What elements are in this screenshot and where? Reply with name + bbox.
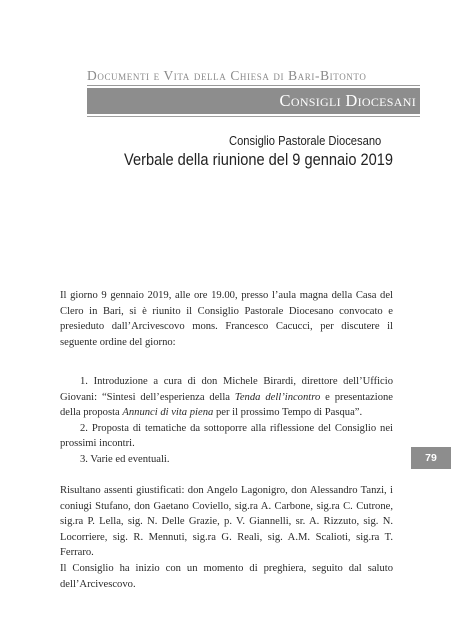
agenda-block	[60, 374, 393, 468]
intro-block	[60, 288, 393, 350]
attendance-block	[60, 483, 393, 592]
page-number-tab: 79	[411, 447, 451, 469]
document-title: Verbale della riunione del 9 gennaio 2019	[124, 150, 394, 169]
section-bar	[87, 88, 420, 114]
agenda-item-2: 2. Proposta di tematiche da sottoporre alla riflessione del Consiglio nei prossimi incontri.	[60, 422, 393, 450]
agenda-item-1-text-b: e presentazione della proposta	[60, 391, 393, 419]
document-kicker: Consiglio Pastorale Diocesano	[229, 133, 382, 148]
intro-paragraph: Il giorno 9 gennaio 2019, alle ore 19.00, presso l’aula magna della Casa del Clero in Bari, si è riunito il Consiglio Pastorale Diocesano convocato e presieduto dall’Arcivescovo mons. Francesco Cacucci, per discutere il seguente ordine del giorno:	[60, 290, 393, 348]
running-title: Documenti e Vita della Chiesa di Bari-Bitonto	[87, 68, 367, 83]
agenda-item-1-text-c: per il prossimo Tempo di Pasqua”.	[213, 407, 363, 419]
section-title: Consigli Diocesani	[279, 91, 416, 110]
agenda-item-1	[60, 374, 393, 421]
running-head	[87, 68, 420, 84]
agenda-item-1-emphasis-1: Tenda dell’incontro	[234, 391, 321, 403]
running-head-rule	[87, 85, 420, 86]
agenda-item-1-text-a: 1. Introduzione a cura di don Michele Birardi, direttore dell’Ufficio Giovani: “Sintesi dell’esperienza della	[60, 376, 393, 403]
agenda-item-1-emphasis-2: Annunci di vita piena	[122, 407, 214, 419]
section-underline	[87, 116, 420, 117]
agenda-item-3: 3. Varie ed eventuali.	[80, 453, 170, 465]
absent-paragraph: Risultano assenti giustificati: don Angelo Lagonigro, don Alessandro Tanzi, i coniugi Stufano, don Gaetano Coviello, sig.ra A. Carbone, sig.ra C. Cutrone, sig.ra P. Lella, sig. N. Delle Grazie, p. V. Giannelli, sr. A. Rizzuto, sig. N. Locorriere, sig. R. Mennuti, sig.ra G. Reali, sig. A.M. Scalioti, sig.ra T. Ferraro.	[60, 485, 393, 559]
closing-paragraph: Il Consiglio ha inizio con un momento di preghiera, seguito dal saluto dell’Arcivescovo.	[60, 562, 393, 590]
